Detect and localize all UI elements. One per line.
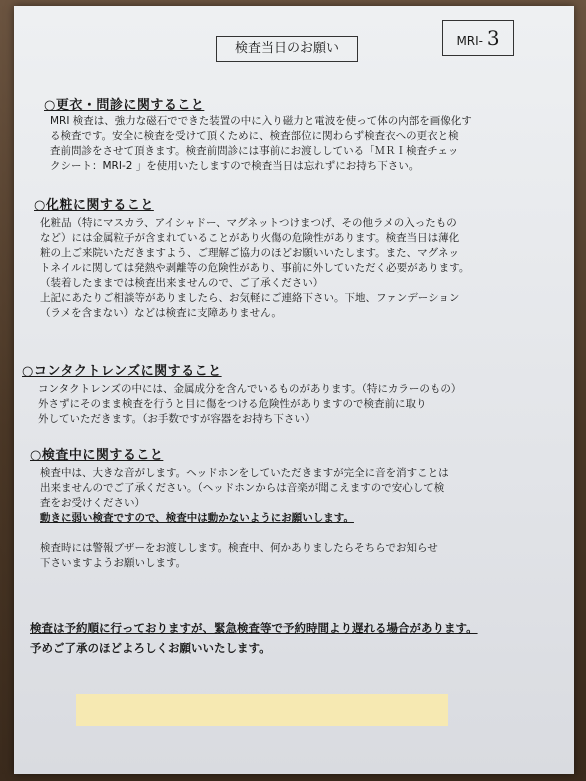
- redaction-block: [76, 694, 448, 726]
- blank-line: [40, 526, 520, 541]
- section-heading-during-exam: ○検査中に関すること: [30, 448, 164, 463]
- text-line: 検査中は、大きな音がします。ヘッドホンをしていただきますが完全に音を消すことは: [40, 467, 449, 479]
- notice-line: 検査は予約順に行っておりますが、緊急検査等で予約時間より遅れる場合があります。: [30, 621, 478, 635]
- document-code-number: 3: [486, 26, 500, 50]
- text-line: 化粧品（特にマスカラ、アイシャドー、マグネットつけまつげ、その他ラメの入ったもの: [40, 217, 457, 229]
- text-line: 粧の上ご来院いただきますよう、ご理解ご協力のほどお願いいたします。また、マグネッ: [40, 247, 460, 259]
- text-line: 下さいますようお願いします。: [40, 557, 187, 569]
- text-line: （ラメを含まない）などは検査に支障ありません。: [40, 307, 282, 319]
- text-line: る検査です。安全に検査を受けて頂くために、検査部位に関わらず検査衣への更衣と検: [50, 130, 459, 142]
- section-body-changing: [50, 114, 530, 174]
- text-line: （装着したままでは検査出来ませんので、ご了承ください）: [40, 277, 324, 289]
- text-line: 外していただきます。（お手数ですが容器をお持ち下さい）: [38, 413, 316, 425]
- section-heading-makeup: ○化粧に関すること: [34, 198, 154, 213]
- text-line: コンタクトレンズの中には、金属成分を含んでいるものがあります。（特にカラーのもの）: [38, 383, 462, 395]
- text-line: クシート：MRI-2 」を使用いたしますので検査当日は忘れずにお持ち下さい。: [50, 160, 420, 172]
- section-body-makeup: [40, 216, 520, 321]
- text-line: など）には金属粒子が含まれていることがあり火傷の危険性があります。検査当日は薄化: [40, 232, 460, 244]
- text-line: トネイルに関しては発熱や剥離等の危険性があり、事前に外していただく必要があります。: [40, 262, 470, 274]
- section-heading-contact-lens: ○コンタクトレンズに関すること: [22, 364, 222, 379]
- document-title: 検査当日のお願い: [216, 36, 358, 62]
- section-body-during-exam: [40, 466, 520, 571]
- text-line: 査をお受けください）: [40, 497, 145, 509]
- document-code-prefix: MRI-: [456, 34, 483, 48]
- text-line: 検査時には警報ブザーをお渡しします。検査中、何かありましたらそちらでお知らせ: [40, 542, 438, 554]
- text-line: 出来ませんのでご了承ください。（ヘッドホンからは音楽が聞こえますので安心して検: [40, 482, 445, 494]
- document-code: [442, 20, 514, 56]
- text-line: 上記にあたりご相談等がありましたら、お気軽にご連絡下さい。下地、ファンデーション: [40, 292, 460, 304]
- text-line: 外さずにそのまま検査を行うと目に傷をつける危険性がありますので検査前に取り: [38, 398, 427, 410]
- notice-line: 予めご了承のほどよろしくお願いいたします。: [30, 641, 271, 655]
- text-line-emphasis: 動きに弱い検査ですので、検査中は動かないようにお願いします。: [40, 512, 354, 524]
- document-page: [14, 6, 574, 774]
- closing-notice: [30, 618, 550, 658]
- section-heading-changing: ○更衣・問診に関すること: [44, 98, 205, 113]
- section-body-contact-lens: [38, 382, 538, 427]
- text-line: MRI 検査は、強力な磁石でできた装置の中に入り磁力と電波を使って体の内部を画像化す: [50, 115, 472, 127]
- text-line: 査前問診をさせて頂きます。検査前問診には事前にお渡ししている「ＭＲＩ検査チェッ: [50, 145, 459, 157]
